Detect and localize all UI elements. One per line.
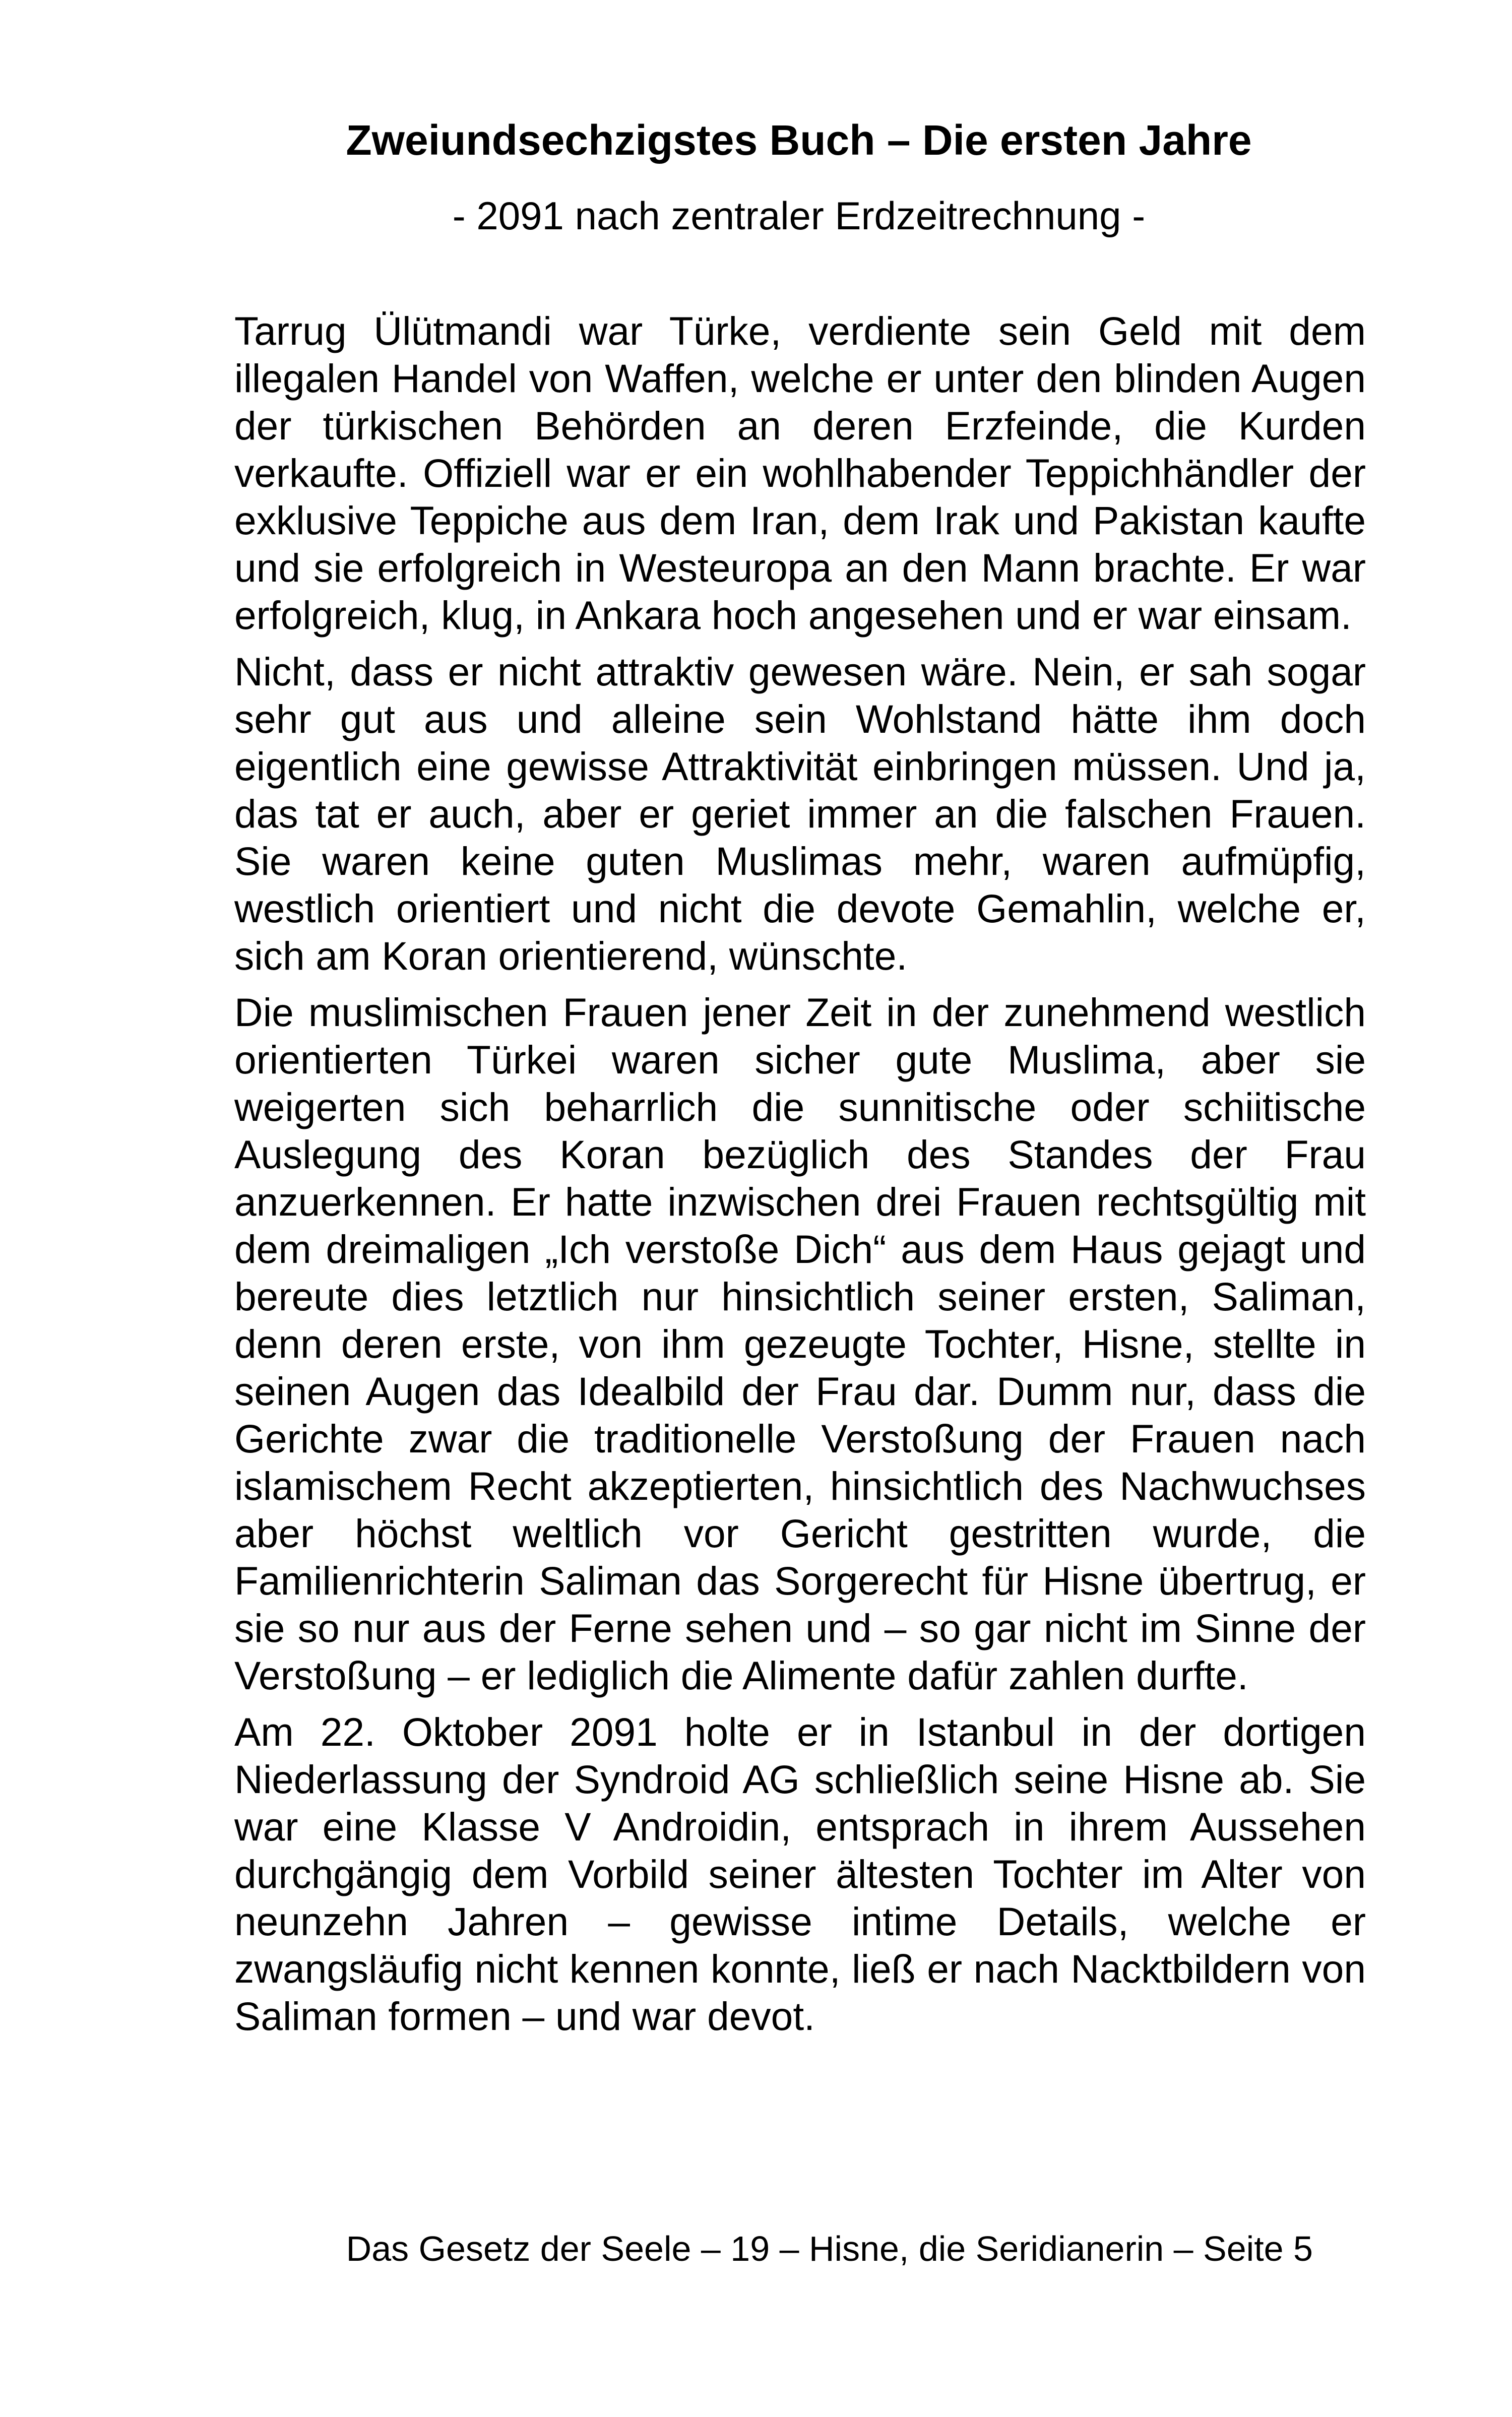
chapter-body [234,307,1366,2049]
paragraph: Nicht, dass er nicht attraktiv gewesen wäre. Nein, er sah sogar sehr gut aus und alleine sein Wohlstand hätte ihm doch eigentlich eine gewisse Attraktivität einbringen müssen. Und ja, das tat er auch, aber er geriet immer an die falschen Frauen. Sie waren keine guten Muslimas mehr, waren aufmüpfig, westlich orientiert und nicht die devote Gemahlin, welche er, sich am Koran orientierend, wünschte. [234,650,1366,978]
paragraph: Die muslimischen Frauen jener Zeit in der zunehmend westlich orientierten Türkei waren sicher gute Muslima, aber sie weigerten sich beharrlich die sunnitische oder schiitische Auslegung des Koran bezüglich des Standes der Frau anzuerkennen. Er hatte inzwischen drei Frauen rechtsgültig mit dem dreimaligen „Ich verstoße Dich“ aus dem Haus gejagt und bereute dies letztlich nur hinsichtlich seiner ersten, Saliman, denn deren erste, von ihm gezeugte Tochter, Hisne, stellte in seinen Augen das Idealbild der Frau dar. Dumm nur, dass die Gerichte zwar die traditionelle Verstoßung der Frauen nach islamischem Recht akzeptierten, hinsichtlich des Nachwuchses aber höchst weltlich vor Gericht gestritten wurde, die Familienrichterin Saliman das Sorgerecht für Hisne übertrug, er sie so nur aus der Ferne sehen und – so gar nicht im Sinne der Verstoßung – er lediglich die Alimente dafür zahlen durfte. [234,990,1366,1698]
page-footer: Das Gesetz der Seele – 19 – Hisne, die Seridianerin – Seite 5 [346,2229,1313,2268]
chapter-title: Zweiundsechzigstes Buch – Die ersten Jahre [346,116,1252,164]
chapter-subtitle: - 2091 nach zentraler Erdzeitrechnung - [452,194,1146,238]
paragraph: Am 22. Oktober 2091 holte er in Istanbul in der dortigen Niederlassung der Syndroid AG schließlich seine Hisne ab. Sie war eine Klasse V Androidin, entsprach in ihrem Aussehen durchgängig dem Vorbild seiner ältesten Tochter im Alter von neunzehn Jahren – gewisse intime Details, welche er zwangsläufig nicht kennen konnte, ließ er nach Nacktbildern von Saliman formen – und war devot. [234,1710,1366,2039]
paragraph: Tarrug Ülütmandi war Türke, verdiente sein Geld mit dem illegalen Handel von Waffen, welche er unter den blinden Augen der türkischen Behörden an deren Erzfeinde, die Kurden verkaufte. Offiziell war er ein wohlhabender Teppichhändler der exklusive Teppiche aus dem Iran, dem Irak und Pakistan kaufte und sie erfolgreich in Westeuropa an den Mann brachte. Er war erfolgreich, klug, in Ankara hoch angesehen und er war einsam. [234,309,1366,638]
